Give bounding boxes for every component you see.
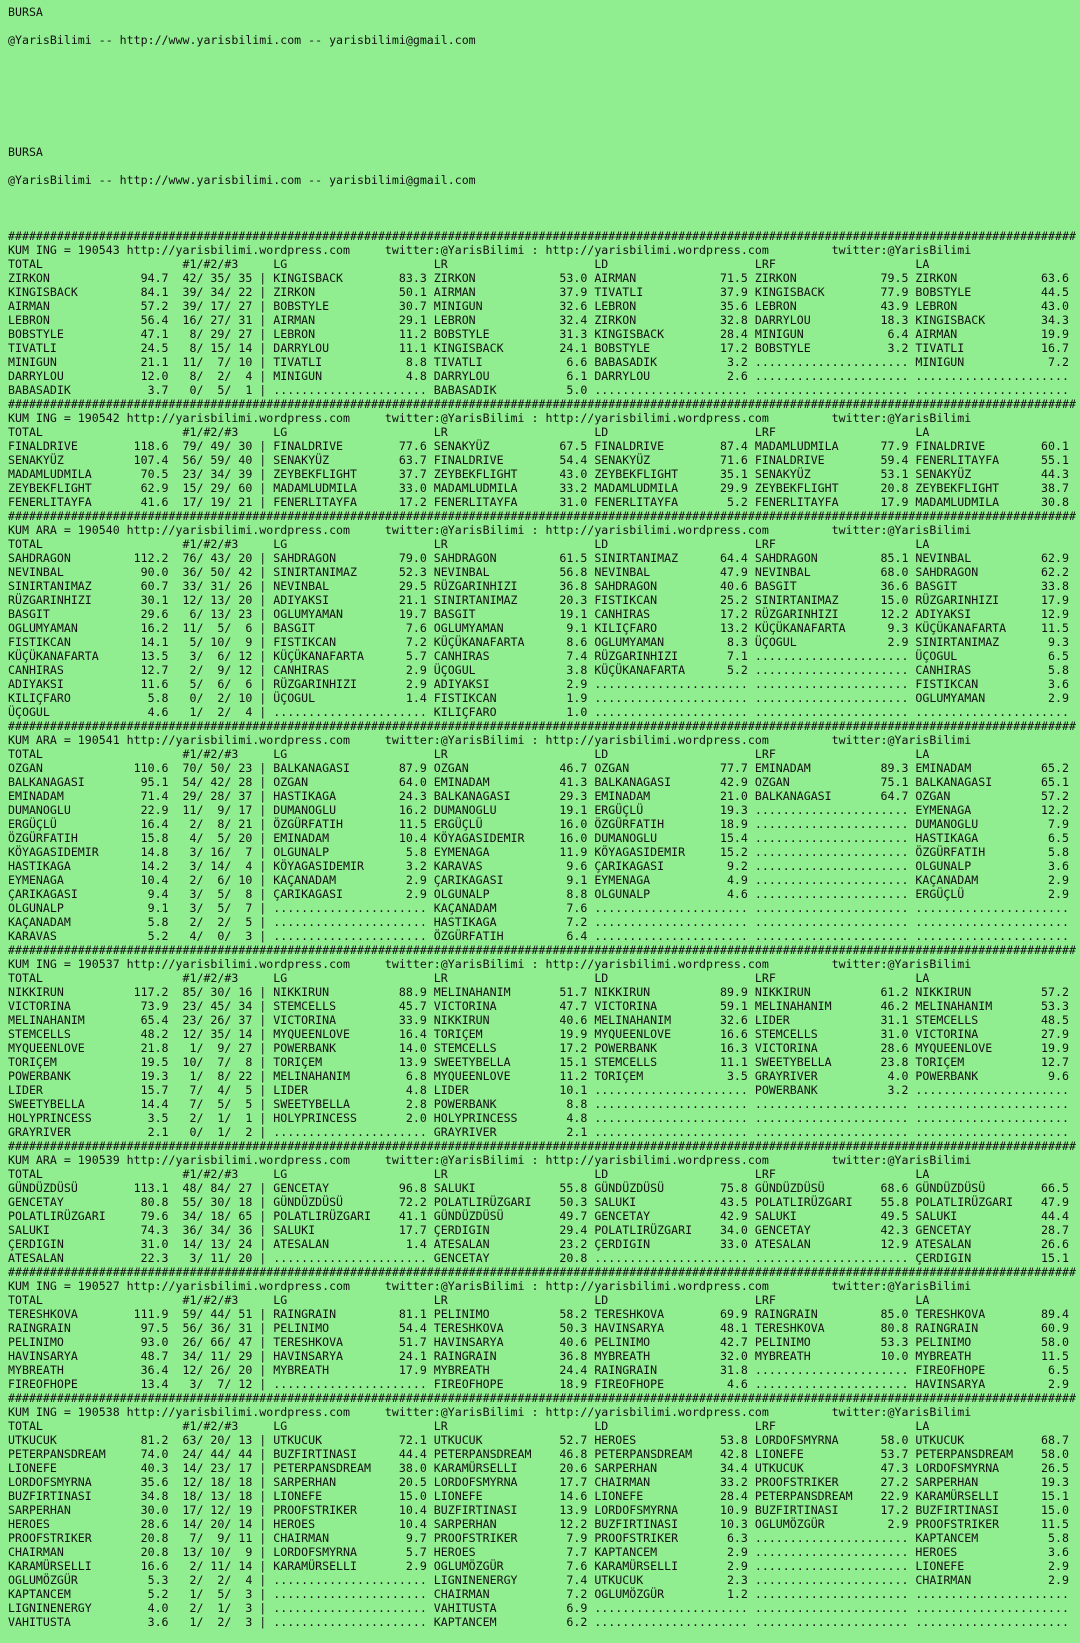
stats-row: SAHDRAGON 112.2 76/ 43/ 20 | SAHDRAGON 79.0 SAHDRAGON 61.5 SINIRTANIMAZ 64.4 SAHDRAGON 85.1 NEVINBAL 62.9 (8, 551, 1069, 565)
stats-row: VAHITUSTA 3.6 1/ 2/ 3 | ...................... KAPTANCEM 6.2 ...................... ...................... ...................... (8, 1615, 1069, 1629)
section-header: KUM ING = 190527 http://yarisbilimi.wordpress.com twitter:@YarisBilimi : http://yarisbilimi.wordpress.com twitter:@YarisBilimi (8, 1279, 972, 1293)
track-title-repeat: BURSA (8, 145, 43, 159)
stats-row: ATESALAN 22.3 3/ 11/ 20 | ...................... GENCETAY 20.8 ...................... ...................... ÇERDIGIN 15.1 (8, 1251, 1069, 1265)
stats-row: MINIGUN 21.1 11/ 7/ 10 | TIVATLI 8.8 TIVATLI 6.6 BABASADIK 3.2 ...................... MINIGUN 7.2 (8, 355, 1069, 369)
section-header: KUM ARA = 190539 http://yarisbilimi.wordpress.com twitter:@YarisBilimi : http://yarisbilimi.wordpress.com twitter:@YarisBilimi (8, 1153, 972, 1167)
stats-row: MADAMLUDMILA 70.5 23/ 34/ 39 | ZEYBEKFLIGHT 37.7 ZEYBEKFLIGHT 43.0 ZEYBEKFLIGHT 35.1 SENAKYÜZ 53.1 SENAKYÜZ 44.3 (8, 467, 1069, 481)
stats-row: LORDOFSMYRNA 35.6 12/ 18/ 18 | SARPERHAN 20.5 LORDOFSMYRNA 17.7 CHAIRMAN 33.2 PROOFSTRIKER 27.2 SARPERHAN 19.3 (8, 1475, 1069, 1489)
stats-row: POLATLIRÜZGARI 79.6 34/ 18/ 65 | POLATLIRÜZGARI 41.1 GÜNDÜZDÜSÜ 49.7 GENCETAY 42.9 SALUKI 49.5 SALUKI 44.4 (8, 1209, 1069, 1223)
stats-row: OZGAN 110.6 70/ 50/ 23 | BALKANAGASI 87.9 OZGAN 46.7 OZGAN 77.7 EMINADAM 89.3 EMINADAM 65.2 (8, 761, 1069, 775)
race-section-190539 (8, 1139, 1080, 1265)
stats-row: GRAYRIVER 2.1 0/ 1/ 2 | ...................... GRAYRIVER 2.1 ...................... ...................... ...................... (8, 1125, 1069, 1139)
stats-row: DARRYLOU 12.0 8/ 2/ 4 | MINIGUN 4.8 DARRYLOU 6.1 DARRYLOU 2.6 ...................... ...................... (8, 369, 1069, 383)
stats-row: SENAKYÜZ 107.4 56/ 59/ 40 | SENAKYÜZ 63.7 FINALDRIVE 54.4 SENAKYÜZ 71.6 FINALDRIVE 59.4 FENERLITAYFA 55.1 (8, 453, 1069, 467)
stats-row: LIONEFE 40.3 14/ 23/ 17 | PETERPANSDREAM 38.0 KARAMÜRSELLI 20.6 SARPERHAN 34.4 UTKUCUK 47.3 LORDOFSMYRNA 26.5 (8, 1461, 1069, 1475)
stats-row: KARAMÜRSELLI 16.6 2/ 11/ 14 | KARAMÜRSELLI 2.9 OGLUMÖZGÜR 7.6 KARAMÜRSELLI 2.9 ...................... LIONEFE 2.9 (8, 1559, 1069, 1573)
stats-row: HOLYPRINCESS 3.5 2/ 1/ 1 | HOLYPRINCESS 2.0 HOLYPRINCESS 4.8 ...................... ...................... ...................... (8, 1111, 1069, 1125)
stats-row: BOBSTYLE 47.1 8/ 29/ 27 | LEBRON 11.2 BOBSTYLE 31.3 KINGISBACK 28.4 MINIGUN 6.4 AIRMAN 19.9 (8, 327, 1069, 341)
stats-row: TERESHKOVA 111.9 59/ 44/ 51 | RAINGRAIN 81.1 PELINIMO 58.2 TERESHKOVA 69.9 RAINGRAIN 85.0 TERESHKOVA 89.4 (8, 1307, 1069, 1321)
stats-row: CANHIRAS 12.7 2/ 9/ 12 | CANHIRAS 2.9 ÜÇOGUL 3.8 KÜÇÜKANAFARTA 5.2 ...................... CANHIRAS 5.8 (8, 663, 1069, 677)
stats-row: OGLUMÖZGÜR 5.3 2/ 2/ 4 | ...................... LIGNINENERGY 7.4 UTKUCUK 2.3 ...................... CHAIRMAN 2.9 (8, 1573, 1069, 1587)
stats-row: SARPERHAN 30.0 17/ 12/ 19 | PROOFSTRIKER 10.4 BUZFIRTINASI 13.9 LORDOFSMYRNA 10.9 BUZFIRTINASI 17.2 BUZFIRTINASI 15.0 (8, 1503, 1069, 1517)
spacer-line (8, 201, 1080, 215)
stats-row: BABASADIK 3.7 0/ 5/ 1 | ...................... BABASADIK 5.0 ...................... ...................... ...................... (8, 383, 1069, 397)
stats-row: BASGIT 29.6 6/ 13/ 23 | OGLUMYAMAN 19.7 BASGIT 19.1 CANHIRAS 17.2 RÜZGARINHIZI 12.2 ADIYAKSI 12.9 (8, 607, 1069, 621)
stats-row: KÜÇÜKANAFARTA 13.5 3/ 6/ 12 | KÜÇÜKANAFARTA 5.7 CANHIRAS 7.4 RÜZGARINHIZI 7.1 ...................... ÜÇOGUL 6.5 (8, 649, 1069, 663)
stats-row: OLGUNALP 9.1 3/ 5/ 7 | ...................... KAÇANADAM 7.6 ...................... ...................... ...................... (8, 901, 1069, 915)
stats-row: KÖYAGASIDEMIR 14.8 3/ 16/ 7 | OLGUNALP 5.8 EYMENAGA 11.9 KÖYAGASIDEMIR 15.2 ...................... ÖZGÜRFATIH 5.8 (8, 845, 1069, 859)
section-header: KUM ING = 190537 http://yarisbilimi.wordpress.com twitter:@YarisBilimi : http://yarisbilimi.wordpress.com twitter:@YarisBilimi (8, 957, 972, 971)
section-header: KUM ING = 190542 http://yarisbilimi.wordpress.com twitter:@YarisBilimi : http://yarisbilimi.wordpress.com twitter:@YarisBilimi (8, 411, 972, 425)
column-headers: TOTAL #1/#2/#3 LG LR LD LRF LA (8, 425, 930, 439)
section-header: KUM ARA = 190540 http://yarisbilimi.wordpress.com twitter:@YarisBilimi : http://yarisbilimi.wordpress.com twitter:@YarisBilimi (8, 523, 972, 537)
stats-row: KAÇANADAM 5.8 2/ 2/ 5 | ...................... HASTIKAGA 7.2 ...................... ...................... ...................... (8, 915, 1069, 929)
race-section-190538 (8, 1391, 1080, 1629)
stats-row: FENERLITAYFA 41.6 17/ 19/ 21 | FENERLITAYFA 17.2 FENERLITAYFA 31.0 FENERLITAYFA 5.2 FENERLITAYFA 17.9 MADAMLUDMILA 30.8 (8, 495, 1069, 509)
stats-row: KAPTANCEM 5.2 1/ 5/ 3 | ...................... CHAIRMAN 7.2 OGLUMÖZGÜR 1.2 ...................... ...................... (8, 1587, 1069, 1601)
stats-row: EMINADAM 71.4 29/ 28/ 37 | HASTIKAGA 24.3 BALKANAGASI 29.3 EMINADAM 21.0 BALKANAGASI 64.7 OZGAN 57.2 (8, 789, 1069, 803)
stats-row: ZEYBEKFLIGHT 62.9 15/ 29/ 60 | MADAMLUDMILA 33.0 MADAMLUDMILA 33.2 MADAMLUDMILA 29.9 ZEYBEKFLIGHT 20.8 ZEYBEKFLIGHT 38.7 (8, 481, 1069, 495)
stats-row: GENCETAY 80.8 55/ 30/ 18 | GÜNDÜZDÜSÜ 72.2 POLATLIRÜZGARI 50.3 SALUKI 43.5 POLATLIRÜZGARI 55.8 POLATLIRÜZGARI 47.9 (8, 1195, 1069, 1209)
stats-row: TIVATLI 24.5 8/ 15/ 14 | DARRYLOU 11.1 KINGISBACK 24.1 BOBSTYLE 17.2 BOBSTYLE 3.2 TIVATLI 16.7 (8, 341, 1069, 355)
section-header: KUM ARA = 190541 http://yarisbilimi.wordpress.com twitter:@YarisBilimi : http://yarisbilimi.wordpress.com twitter:@YarisBilimi (8, 733, 972, 747)
stats-row: ÖZGÜRFATIH 15.8 4/ 5/ 20 | EMINADAM 10.4 KÖYAGASIDEMIR 16.0 DUMANOGLU 15.4 ...................... HASTIKAGA 6.5 (8, 831, 1069, 845)
stats-row: SINIRTANIMAZ 60.7 33/ 31/ 26 | NEVINBAL 29.5 RÜZGARINHIZI 36.8 SAHDRAGON 40.6 BASGIT 36.6 BASGIT 33.8 (8, 579, 1069, 593)
stats-row: AIRMAN 57.2 39/ 17/ 27 | BOBSTYLE 30.7 MINIGUN 32.6 LEBRON 35.6 LEBRON 43.9 LEBRON 43.0 (8, 299, 1069, 313)
byline: @YarisBilimi -- http://www.yarisbilimi.com -- yarisbilimi@gmail.com (8, 33, 476, 47)
stats-row: PELINIMO 93.0 26/ 66/ 47 | TERESHKOVA 51.7 HAVINSARYA 40.6 PELINIMO 42.7 PELINIMO 53.3 PELINIMO 58.0 (8, 1335, 1069, 1349)
stats-row: MYBREATH 36.4 12/ 26/ 20 | MYBREATH 17.9 MYBREATH 24.4 RAINGRAIN 31.8 ...................... FIREOFHOPE 6.5 (8, 1363, 1069, 1377)
stats-row: LEBRON 56.4 16/ 27/ 31 | AIRMAN 29.1 LEBRON 32.4 ZIRKON 32.8 DARRYLOU 18.3 KINGISBACK 34.3 (8, 313, 1069, 327)
race-section-190543 (8, 229, 1080, 397)
stats-row: KILIÇFARO 5.8 0/ 2/ 10 | ÜÇOGUL 1.4 FISTIKCAN 1.9 ...................... ...................... OGLUMYAMAN 2.9 (8, 691, 1069, 705)
stats-row: MYQUEENLOVE 21.8 1/ 9/ 27 | POWERBANK 14.0 STEMCELLS 17.2 POWERBANK 16.3 VICTORINA 28.6 MYQUEENLOVE 19.9 (8, 1041, 1069, 1055)
section-separator: ######################################################################################################################################################### (8, 719, 1076, 733)
stats-row: NIKKIRUN 117.2 85/ 30/ 16 | NIKKIRUN 88.9 MELINAHANIM 51.7 NIKKIRUN 89.9 NIKKIRUN 61.2 NIKKIRUN 57.2 (8, 985, 1069, 999)
stats-row: OGLUMYAMAN 16.2 11/ 5/ 6 | BASGIT 7.6 OGLUMYAMAN 9.1 KILIÇFARO 13.2 KÜÇÜKANAFARTA 9.3 KÜÇÜKANAFARTA 11.5 (8, 621, 1069, 635)
stats-row: DUMANOGLU 22.9 11/ 9/ 17 | DUMANOGLU 16.2 DUMANOGLU 19.1 ERGÜÇLÜ 19.3 ...................... EYMENAGA 12.2 (8, 803, 1069, 817)
column-headers: TOTAL #1/#2/#3 LG LR LD LRF LA (8, 257, 930, 271)
stats-row: MELINAHANIM 65.4 23/ 26/ 37 | VICTORINA 33.9 NIKKIRUN 40.6 MELINAHANIM 32.6 LIDER 31.1 STEMCELLS 48.5 (8, 1013, 1069, 1027)
stats-row: LIDER 15.7 7/ 4/ 5 | LIDER 4.8 LIDER 10.1 ...................... POWERBANK 3.2 ...................... (8, 1083, 1069, 1097)
stats-row: TORIÇEM 19.5 10/ 7/ 8 | TORIÇEM 13.9 SWEETYBELLA 15.1 STEMCELLS 11.1 SWEETYBELLA 23.8 TORIÇEM 12.7 (8, 1055, 1069, 1069)
stats-row: RÜZGARINHIZI 30.1 12/ 13/ 20 | ADIYAKSI 21.1 SINIRTANIMAZ 20.3 FISTIKCAN 25.2 SINIRTANIMAZ 15.0 RÜZGARINHIZI 17.9 (8, 593, 1069, 607)
race-section-190540 (8, 509, 1080, 719)
stats-row: STEMCELLS 48.2 12/ 35/ 14 | MYQUEENLOVE 16.4 TORIÇEM 19.9 MYQUEENLOVE 16.6 STEMCELLS 31.0 VICTORINA 27.9 (8, 1027, 1069, 1041)
race-section-190527 (8, 1265, 1080, 1391)
section-separator: ######################################################################################################################################################### (8, 1139, 1076, 1153)
race-section-190537 (8, 943, 1080, 1139)
stats-row: SWEETYBELLA 14.4 7/ 5/ 5 | SWEETYBELLA 2.8 POWERBANK 8.8 ...................... ...................... ...................... (8, 1097, 1069, 1111)
column-headers: TOTAL #1/#2/#3 LG LR LD LRF LA (8, 747, 930, 761)
stats-row: ÇERDIGIN 31.0 14/ 13/ 24 | ATESALAN 1.4 ATESALAN 23.2 ÇERDIGIN 33.0 ATESALAN 12.9 ATESALAN 26.6 (8, 1237, 1069, 1251)
spacer-line (8, 61, 1080, 75)
stats-row: PETERPANSDREAM 74.0 24/ 44/ 44 | BUZFIRTINASI 44.4 PETERPANSDREAM 46.8 PETERPANSDREAM 42.8 LIONEFE 53.7 PETERPANSDREAM 58.0 (8, 1447, 1069, 1461)
stats-row: RAINGRAIN 97.5 56/ 36/ 31 | PELINIMO 54.4 TERESHKOVA 50.3 HAVINSARYA 48.1 TERESHKOVA 80.8 RAINGRAIN 60.9 (8, 1321, 1069, 1335)
section-separator: ######################################################################################################################################################### (8, 509, 1076, 523)
stats-row: PROOFSTRIKER 20.8 7/ 9/ 11 | CHAIRMAN 9.7 PROOFSTRIKER 7.9 PROOFSTRIKER 6.3 ...................... KAPTANCEM 5.8 (8, 1531, 1069, 1545)
stats-row: CHAIRMAN 20.8 13/ 10/ 9 | LORDOFSMYRNA 5.7 HEROES 7.7 KAPTANCEM 2.9 ...................... HEROES 3.6 (8, 1545, 1069, 1559)
stats-row: FISTIKCAN 14.1 5/ 10/ 9 | FISTIKCAN 7.2 KÜÇÜKANAFARTA 8.6 OGLUMYAMAN 8.3 ÜÇOGUL 2.9 SINIRTANIMAZ 9.3 (8, 635, 1069, 649)
stats-row: ÇARIKAGASI 9.4 3/ 5/ 8 | ÇARIKAGASI 2.9 OLGUNALP 8.8 OLGUNALP 4.6 ...................... ERGÜÇLÜ 2.9 (8, 887, 1069, 901)
column-headers: TOTAL #1/#2/#3 LG LR LD LRF LA (8, 1167, 930, 1181)
section-separator: ######################################################################################################################################################### (8, 397, 1076, 411)
stats-row: FIREOFHOPE 13.4 3/ 7/ 12 | ...................... FIREOFHOPE 18.9 FIREOFHOPE 4.6 ...................... HAVINSARYA 2.9 (8, 1377, 1069, 1391)
stats-row: VICTORINA 73.9 23/ 45/ 34 | STEMCELLS 45.7 VICTORINA 47.7 VICTORINA 59.1 MELINAHANIM 46.2 MELINAHANIM 53.3 (8, 999, 1069, 1013)
stats-row: NEVINBAL 90.0 36/ 50/ 42 | SINIRTANIMAZ 52.3 NEVINBAL 56.8 NEVINBAL 47.9 NEVINBAL 68.0 SAHDRAGON 62.2 (8, 565, 1069, 579)
spacer-line (8, 89, 1080, 103)
stats-row: HAVINSARYA 48.7 34/ 11/ 29 | HAVINSARYA 24.1 RAINGRAIN 36.8 MYBREATH 32.0 MYBREATH 10.0 MYBREATH 11.5 (8, 1349, 1069, 1363)
column-headers: TOTAL #1/#2/#3 LG LR LD LRF LA (8, 1293, 930, 1307)
track-title: BURSA (8, 5, 43, 19)
section-header: KUM ING = 190538 http://yarisbilimi.wordpress.com twitter:@YarisBilimi : http://yarisbilimi.wordpress.com twitter:@YarisBilimi (8, 1405, 972, 1419)
section-separator: ######################################################################################################################################################### (8, 1391, 1076, 1405)
race-section-190542 (8, 397, 1080, 509)
stats-row: SALUKI 74.3 36/ 34/ 36 | SALUKI 17.7 ÇERDIGIN 29.4 POLATLIRÜZGARI 34.0 GENCETAY 42.3 GENCETAY 28.7 (8, 1223, 1069, 1237)
stats-row: ÜÇOGUL 4.6 1/ 2/ 4 | ...................... KILIÇFARO 1.0 ...................... ...................... ...................... (8, 705, 1069, 719)
stats-row: FINALDRIVE 118.6 79/ 49/ 30 | FINALDRIVE 77.6 SENAKYÜZ 67.5 FINALDRIVE 87.4 MADAMLUDMILA 77.9 FINALDRIVE 60.1 (8, 439, 1069, 453)
stats-row: HASTIKAGA 14.2 3/ 14/ 4 | KÖYAGASIDEMIR 3.2 KARAVAS 9.6 ÇARIKAGASI 9.2 ...................... OLGUNALP 3.6 (8, 859, 1069, 873)
section-separator: ######################################################################################################################################################### (8, 1265, 1076, 1279)
stats-row: ERGÜÇLÜ 16.4 2/ 8/ 21 | ÖZGÜRFATIH 11.5 ERGÜÇLÜ 16.0 ÖZGÜRFATIH 18.9 ...................... DUMANOGLU 7.9 (8, 817, 1069, 831)
byline-repeat: @YarisBilimi -- http://www.yarisbilimi.com -- yarisbilimi@gmail.com (8, 173, 476, 187)
stats-row: HEROES 28.6 14/ 20/ 14 | HEROES 10.4 SARPERHAN 12.2 BUZFIRTINASI 10.3 OGLUMÖZGÜR 2.9 PROOFSTRIKER 11.5 (8, 1517, 1069, 1531)
stats-row: BUZFIRTINASI 34.8 18/ 13/ 18 | LIONEFE 15.0 LIONEFE 14.6 LIONEFE 28.4 PETERPANSDREAM 22.9 KARAMÜRSELLI 15.1 (8, 1489, 1069, 1503)
stats-row: KINGISBACK 84.1 39/ 34/ 22 | ZIRKON 50.1 AIRMAN 37.9 TIVATLI 37.9 KINGISBACK 77.9 BOBSTYLE 44.5 (8, 285, 1069, 299)
stats-row: ADIYAKSI 11.6 5/ 6/ 6 | RÜZGARINHIZI 2.9 ADIYAKSI 2.9 ...................... ...................... FISTIKCAN 3.6 (8, 677, 1069, 691)
column-headers: TOTAL #1/#2/#3 LG LR LD LRF LA (8, 537, 930, 551)
stats-row: BALKANAGASI 95.1 54/ 42/ 28 | OZGAN 64.0 EMINADAM 41.3 BALKANAGASI 42.9 OZGAN 75.1 BALKANAGASI 65.1 (8, 775, 1069, 789)
stats-row: POWERBANK 19.3 1/ 8/ 22 | MELINAHANIM 6.8 MYQUEENLOVE 11.2 TORIÇEM 3.5 GRAYRIVER 4.0 POWERBANK 9.6 (8, 1069, 1069, 1083)
column-headers: TOTAL #1/#2/#3 LG LR LD LRF LA (8, 1419, 930, 1433)
section-separator: ######################################################################################################################################################### (8, 229, 1076, 243)
race-sections-container (8, 229, 1080, 1629)
stats-row: KARAVAS 5.2 4/ 0/ 3 | ...................... ÖZGÜRFATIH 6.4 ...................... ...................... ...................... (8, 929, 1069, 943)
stats-row: EYMENAGA 10.4 2/ 6/ 10 | KAÇANADAM 2.9 ÇARIKAGASI 9.1 EYMENAGA 4.9 ...................... KAÇANADAM 2.9 (8, 873, 1069, 887)
section-header: KUM ING = 190543 http://yarisbilimi.wordpress.com twitter:@YarisBilimi : http://yarisbilimi.wordpress.com twitter:@YarisBilimi (8, 243, 972, 257)
stats-row: UTKUCUK 81.2 63/ 20/ 13 | UTKUCUK 72.1 UTKUCUK 52.7 HEROES 53.8 LORDOFSMYRNA 58.0 UTKUCUK 68.7 (8, 1433, 1069, 1447)
section-separator: ######################################################################################################################################################### (8, 943, 1076, 957)
stats-row: LIGNINENERGY 4.0 2/ 1/ 3 | ...................... VAHITUSTA 6.9 ...................... ...................... ...................... (8, 1601, 1069, 1615)
column-headers: TOTAL #1/#2/#3 LG LR LD LRF LA (8, 971, 930, 985)
spacer-line (8, 117, 1080, 131)
stats-row: ZIRKON 94.7 42/ 35/ 35 | KINGISBACK 83.3 ZIRKON 53.0 AIRMAN 71.5 ZIRKON 79.5 ZIRKON 63.6 (8, 271, 1069, 285)
race-section-190541 (8, 719, 1080, 943)
stats-row: GÜNDÜZDÜSÜ 113.1 48/ 84/ 27 | GENCETAY 96.8 SALUKI 55.8 GÜNDÜZDÜSÜ 75.8 GÜNDÜZDÜSÜ 68.6 GÜNDÜZDÜSÜ 66.5 (8, 1181, 1069, 1195)
